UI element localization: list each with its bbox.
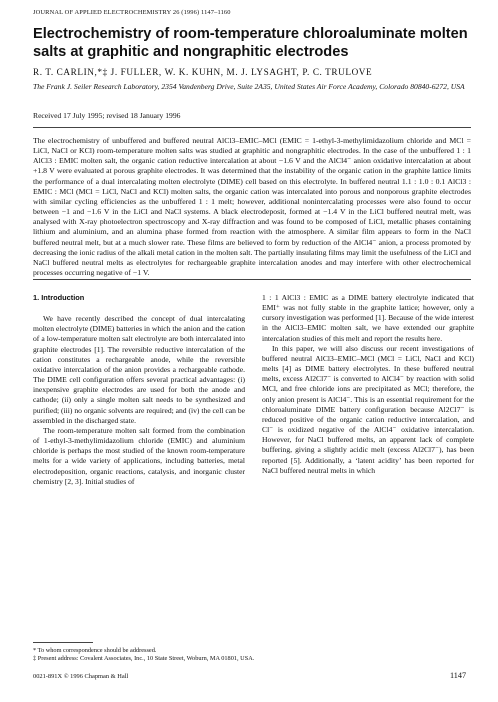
right-column [262, 293, 474, 476]
footnote-present-address: ‡ Present address: Covalent Associates, Inc., 10 State Street, Woburn, MA 01801, USA. [33, 655, 255, 663]
author-list: R. T. CARLIN,*‡ J. FULLER, W. K. KUHN, M. J. LYSAGHT, P. C. TRULOVE [33, 67, 373, 77]
footnote-correspondence: * To whom correspondence should be addressed. [33, 647, 157, 654]
abstract-bottom-rule [33, 279, 471, 280]
section-heading-introduction: 1. Introduction [33, 293, 85, 302]
page-number: 1147 [450, 671, 467, 680]
author-affiliation: The Frank J. Seiler Research Laboratory, 2354 Vandenberg Drive, Suite 2A35, United States Air Force Academy, Colorado 80840-6272, USA [33, 82, 465, 91]
intro-paragraph-1: We have recently described the concept of dual intercalating molten electrolyte (DIME) batteries in which the anion and the cation of a low-temperature molten salt electrolyte are both intercalated into graphite electrodes [1]. The reversible reductive intercalation of the cation constitutes a rechargeable anode, while the reversible oxidative intercalation of the anion provides a rechargeable cathode. The DIME cell configuration offers several practical advantages: (i) inexpensive graphite electrodes are used for both the anode and cathode; (ii) only a single molten salt needs to be synthesized and purified; (iii) no organic solvents are required; and (iv) the cell can be assembled in the discharged state. [33, 314, 245, 425]
abstract-text: The electrochemistry of unbuffered and buffered neutral AlCl3–EMIC–MCl (EMIC = 1-ethyl-3-methylimidazolium chloride and MCl = LiCl, NaCl or KCl) room-temperature molten salts was studied at graphitic and nongraphitic electrodes. In the case of the unbuffered 1 : 1 AlCl3 : EMIC molten salt, the organic cation reductive intercalation at about −1.6 V and the AlCl4⁻ anion oxidative intercalation at about +1.8 V were evaluated at porous graphite electrodes. It was determined that the instability of the organic cation in the graphite lattice limits the performance of a dual intercalating molten electrolyte (DIME) cell based on this electrolyte. In buffered neutral 1.1 : 1.0 : 0.1 AlCl3 : EMIC : MCl (MCl = LiCl, NaCl and KCl) molten salts, the organic cation was intercalated into porous and nonporous graphite electrodes with similar cycling efficiencies as the unbuffered 1 : 1 melt; however, additional nonintercalating processes were also found to occur between −1 and −1.6 V in the LiCl and NaCl systems. A black electrodeposit, formed at −1.4 V in the LiCl buffered neutral melt, was analysed with X-ray photoelectron spectroscopy and X-ray diffraction and was found to be composed of LiCl, metallic phases containing lithium and aluminium, and an alumina phase formed from reaction with the atmosphere. A similar film appears to form in the NaCl buffered neutral melt, but at a much slower rate. These films are believed to form by reduction of the AlCl4⁻ anion, a process promoted by decreasing the ionic radius of the alkali metal cation in the molten salt. The partially insulating films may limit the usefulness of the LiCl and NaCl buffered neutral melts as electrolytes for rechargeable graphite intercalation anodes and may interfere with other electrochemical processes occurring negative of −1 V. [33, 136, 471, 278]
footnotes [33, 647, 333, 664]
intro-paragraph-4: In this paper, we will also discuss our recent investigations of buffered neutral AlCl3–EMIC–MCl (MCl = LiCl, NaCl and KCl) melts [4] as DIME battery electrolytes. In these buffered neutral melts, excess Al2Cl7⁻ is converted to AlCl4⁻ by reaction with solid MCl, and free chloride ions are precipitated as MCl; therefore, the only anion present is AlCl4⁻. This is an essential requirement for the chloroaluminate DIME battery configuration because Al2Cl7⁻ is reduced positive of the organic cation reductive intercalation, and Cl⁻ is oxidized negative of the AlCl4⁻ oxidative intercalation. However, for NaCl buffered melts, an apparent lack of complete buffering, giving a slightly acidic melt (excess Al2Cl7⁻), has been reported [5]. Additionally, a ‘latent acidity’ has been reported for NaCl buffered neutral melts in which [262, 343, 474, 475]
copyright-line: 0021-891X © 1996 Chapman & Hall [33, 673, 129, 680]
intro-paragraph-3: 1 : 1 AlCl3 : EMIC as a DIME battery electrolyte indicated that EMI⁺ was not fully stable in the graphite lattice; however, only a cursory investigation was performed [1]. Because of the wide interest in the AlCl3–EMIC molten salt, we have extended our graphite intercalation studies of this melt and report the results here. [262, 293, 474, 343]
abstract-top-rule [33, 127, 471, 128]
left-column [33, 293, 245, 487]
article-title: Electrochemistry of room-temperature chloroaluminate molten salts at graphitic and nongraphitic electrodes [33, 26, 468, 60]
intro-paragraph-2: The room-temperature molten salt formed from the combination of 1-ethyl-3-methylimidazolium chloride (EMIC) and aluminium chloride is perhaps the most studied of the known room-temperature melts for a wide variety of applications, including batteries, metal electrodeposition, organic reactions, catalysis, and inorganic cluster chemistry [2, 3]. Initial studies of [33, 425, 245, 486]
footnote-rule [33, 642, 93, 643]
received-dates: Received 17 July 1995; revised 18 January 1996 [33, 111, 181, 120]
journal-header: JOURNAL OF APPLIED ELECTROCHEMISTRY 26 (1996) 1147–1160 [33, 9, 231, 16]
